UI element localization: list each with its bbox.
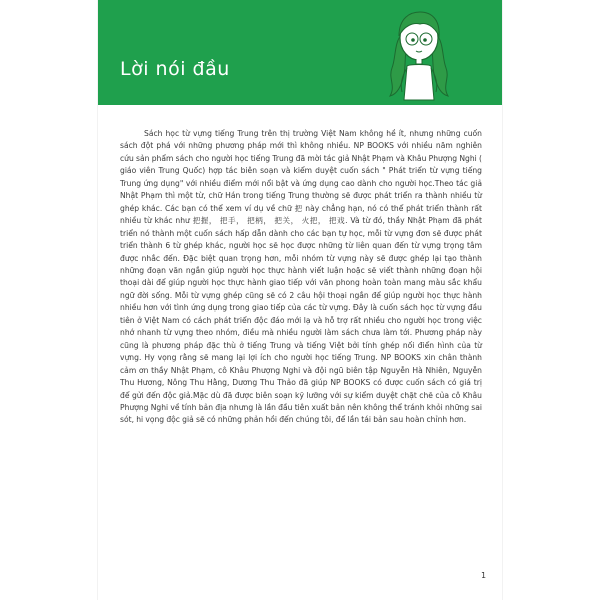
chapter-title: Lời nói đầu xyxy=(120,58,230,80)
girl-mascot-icon xyxy=(380,4,460,108)
book-page xyxy=(98,0,502,600)
page-number: 1 xyxy=(481,571,487,580)
preface-paragraph: Sách học từ vựng tiếng Trung trên thị trường Việt Nam không hề ít, nhưng những cuốn sách đột phá với những phương pháp mới thì không nhiều. NP BOOKS với nhiều năm nghiên cứu sản phẩm sách cho người học tiếng Trung đã mời tác giả Nhật Phạm và Khâu Phượng Nghi ( giáo viên Trung Quốc) hợp tác biên soạn và kiểm duyệt cuốn sách " Phát triển từ vựng tiếng Trung ứng dụng" với nhiều điểm mới nổi bật và ứng dụng cao dành cho người học.Theo tác giả Nhật Phạm thì một từ, chữ Hán trong tiếng Trung thường sẽ được phát triển ra thành nhiều từ ghép khác. Các bạn có thể xem ví dụ về chữ 把 này chẳng hạn, nó có thể phát triển thành rất nhiều từ khác như 把握， 把手， 把柄， 把关， 火把， 把戏. Và từ đó, thầy Nhật Phạm đã phát triển nó thành một cuốn sách hấp dẫn dành cho các bạn tự học, mỗi từ vựng đơn sẽ được phát triển thành 6 từ ghép khác, người học sẽ học được những từ liên quan đến từ vựng trọng tâm được nhắc đến. Đặc biệt quan trọng hơn, mỗi nhóm từ vựng này sẽ được ghép lại tạo thành những đoạn văn ngắn giúp người học thực hành viết luận hoặc sẽ viết thành những đoạn hội thoại dài để giúp người học thực hành giao tiếp với văn phong hoàn toàn mang màu sắc khẩu ngữ đời sống. Mỗi từ vựng ghép cũng sẽ có 2 câu hội thoại ngắn để giúp người học thực hành nhiều hơn với tình ứng dụng trong giao tiếp của các từ vựng. Đây là cuốn sách học từ vựng đầu tiên ở Việt Nam có cách phát triển độc đáo mới lạ và hỗ trợ rất nhiều cho người học trong việc nhớ nhanh từ vựng theo nhóm, điều mà nhiều người làm sách chưa làm tới. Phương pháp này cũng là phương pháp đặc thù ở tiếng Trung và tiếng Việt bởi tính ghép nối điển hình của từ vựng. Hy vọng rằng sẽ mang lại lợi ích cho người học tiếng Trung. NP BOOKS xin chân thành cảm ơn thầy Nhật Phạm, cô Khâu Phượng Nghi và đội ngũ biên tập Nguyễn Hà Nhiên, Nguyễn Thu Hương, Nông Thu Hằng, Dương Thu Thảo đã giúp NP BOOKS có được cuốn sách có giá trị để gửi đến độc giả.Mặc dù đã được biên soạn kỹ lưỡng với sự kiểm duyệt chặt chẽ của cô Khâu Phượng Nghi về tính bản địa nhưng là lần đầu tiên xuất bản nên không thể tránh khỏi những sai sót, hi vọng độc giả sẽ có những phản hồi đến chúng tôi, để lần tái bản sau hoàn chỉnh hơn. xyxy=(120,129,482,425)
